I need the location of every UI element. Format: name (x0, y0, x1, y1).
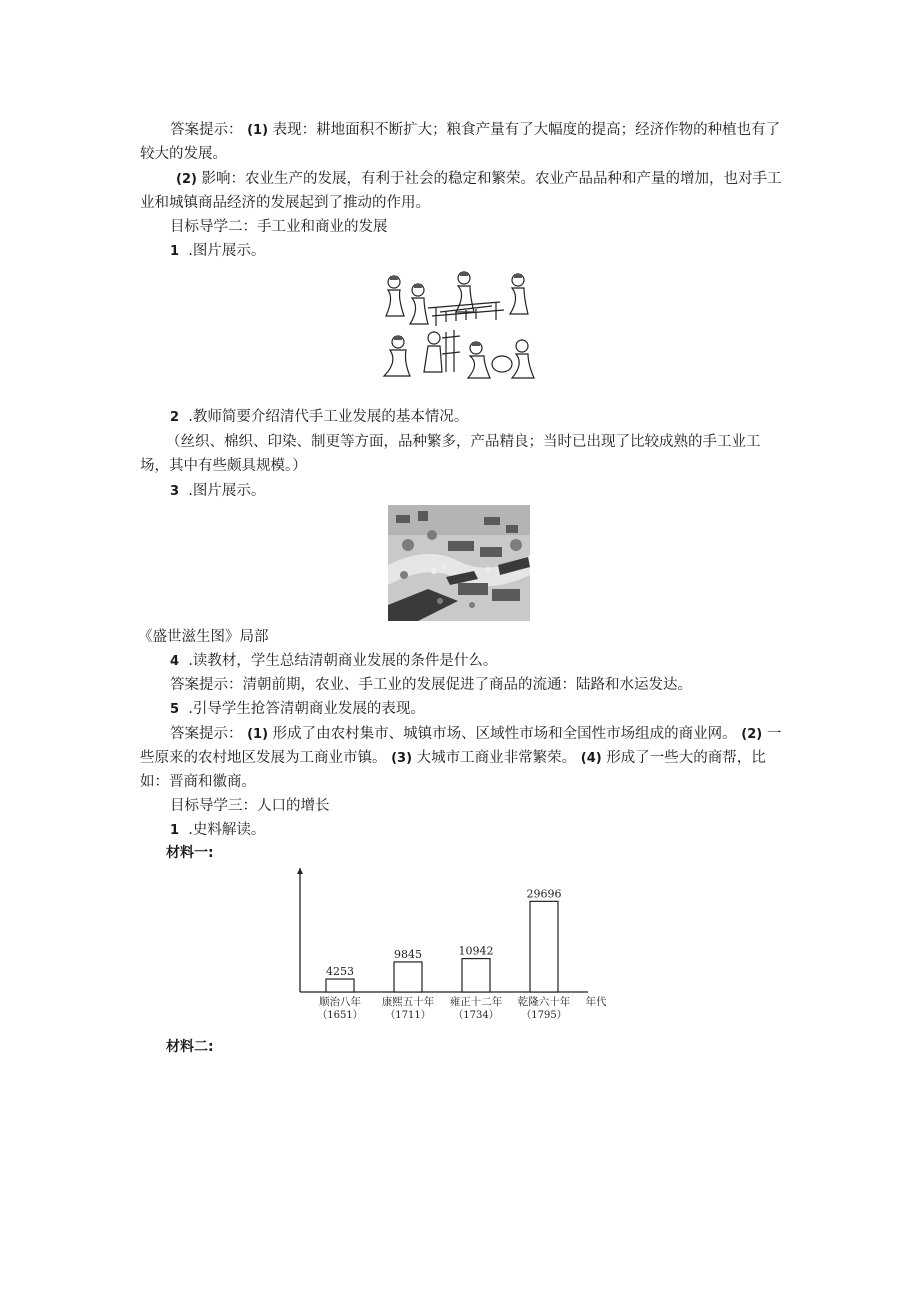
bar (530, 901, 558, 992)
year-label: （1795） (521, 1010, 567, 1021)
data-label: 9845 (394, 947, 422, 961)
data-label: 10942 (458, 944, 494, 958)
list-item-3 (170, 481, 265, 502)
list-item-5 (170, 699, 425, 720)
answer-hint-4: 答案提示：清朝前期，农业、手工业的发展促进了商品的流通：陆路和水运发达。 (170, 677, 692, 693)
item-number: 1 (170, 823, 180, 838)
answer-text: 形成了由农村集市、城镇市场、区域性市场和全国性市场组成的商业网。 (272, 726, 737, 742)
item-text: .教师简要介绍清代手工业发展的基本情况。 (188, 409, 469, 425)
year-label: （1651） (317, 1010, 363, 1021)
answer-text-cont: 业和城镇商品经济的发展起到了推动的作用。 (140, 195, 430, 211)
category-label: 雍正十二年 (449, 996, 503, 1008)
answer-hint-2 (176, 169, 782, 190)
material-one-label: 材料一: (166, 845, 214, 861)
list-item-2 (170, 407, 468, 428)
category-label: 康熙五十年 (381, 996, 435, 1008)
answer-text: 一 (766, 726, 782, 742)
goal-heading-2: 目标导学二：手工业和商业的发展 (170, 219, 388, 235)
list-item-j1 (170, 820, 265, 841)
point-number: (2) (741, 727, 763, 742)
item-number: 2 (170, 410, 180, 425)
answer-text: 些原来的农村地区发展为工商业市镇。 (140, 750, 387, 766)
answer-text: 影响：农业生产的发展，有利于社会的稳定和繁荣。农业产品品种和产量的增加，也对手工 (201, 171, 782, 187)
answer-text: 表现：耕地面积不断扩大；粮食产量有了大幅度的提高；经济作物的种植也有了 (272, 122, 781, 138)
y-axis-arrow (297, 868, 303, 874)
point-number: (2) (176, 172, 197, 187)
population-bar-chart (284, 862, 624, 1026)
answer-hint-label: 答案提示： (170, 122, 243, 138)
answer-text-cont: 如：晋商和徽商。 (140, 774, 256, 790)
item-text: .史料解读。 (188, 822, 266, 838)
bar (394, 962, 422, 992)
category-label: 乾隆六十年 (517, 996, 571, 1008)
point-number: (3) (391, 751, 413, 766)
answer-hint-5 (170, 724, 781, 745)
item-number: 5 (170, 702, 180, 717)
note-text-cont: 场，其中有些颇具规模。） (140, 458, 307, 474)
item-text: .读教材，学生总结清朝商业发展的条件是什么。 (188, 653, 498, 669)
answer-hint-5-cont (140, 748, 766, 769)
item-text: .引导学生抢答清朝商业发展的表现。 (188, 701, 425, 717)
point-number: (4) (580, 751, 602, 766)
list-item-4 (170, 651, 497, 672)
data-label: 29696 (526, 887, 562, 901)
item-text: .图片展示。 (188, 483, 266, 499)
year-label: （1734） (453, 1010, 499, 1021)
bar (326, 979, 354, 992)
answer-text: 形成了一些大的商帮，比 (606, 750, 766, 766)
answer-text: 大城市工商业非常繁荣。 (416, 750, 577, 766)
image-caption: 《盛世滋生图》局部 (138, 629, 269, 645)
item-number: 3 (170, 484, 180, 499)
item-text: .图片展示。 (188, 243, 266, 259)
handicraft-illustration (376, 268, 544, 386)
item-number: 4 (170, 654, 180, 669)
category-label: 顺治八年 (319, 996, 361, 1008)
answer-hint-label: 答案提示： (170, 726, 243, 742)
answer-text-cont: 较大的发展。 (140, 146, 227, 162)
point-number: (1) (247, 123, 269, 138)
goal-heading-3: 目标导学三：人口的增长 (170, 798, 330, 814)
note-text: （丝织、棉织、印染、制更等方面，品种繁多，产品精良；当时已出现了比较成熟的手工业工 (166, 434, 761, 450)
x-axis-label: 年代 (585, 996, 607, 1008)
list-item-1 (170, 241, 265, 262)
item-number: 1 (170, 244, 180, 259)
material-two-label: 材料二: (166, 1039, 214, 1055)
year-label: （1711） (385, 1010, 431, 1021)
answer-hint-1 (170, 120, 780, 141)
painting-illustration (388, 505, 530, 621)
point-number: (1) (247, 727, 269, 742)
bar (462, 959, 490, 992)
data-label: 4253 (326, 965, 354, 979)
